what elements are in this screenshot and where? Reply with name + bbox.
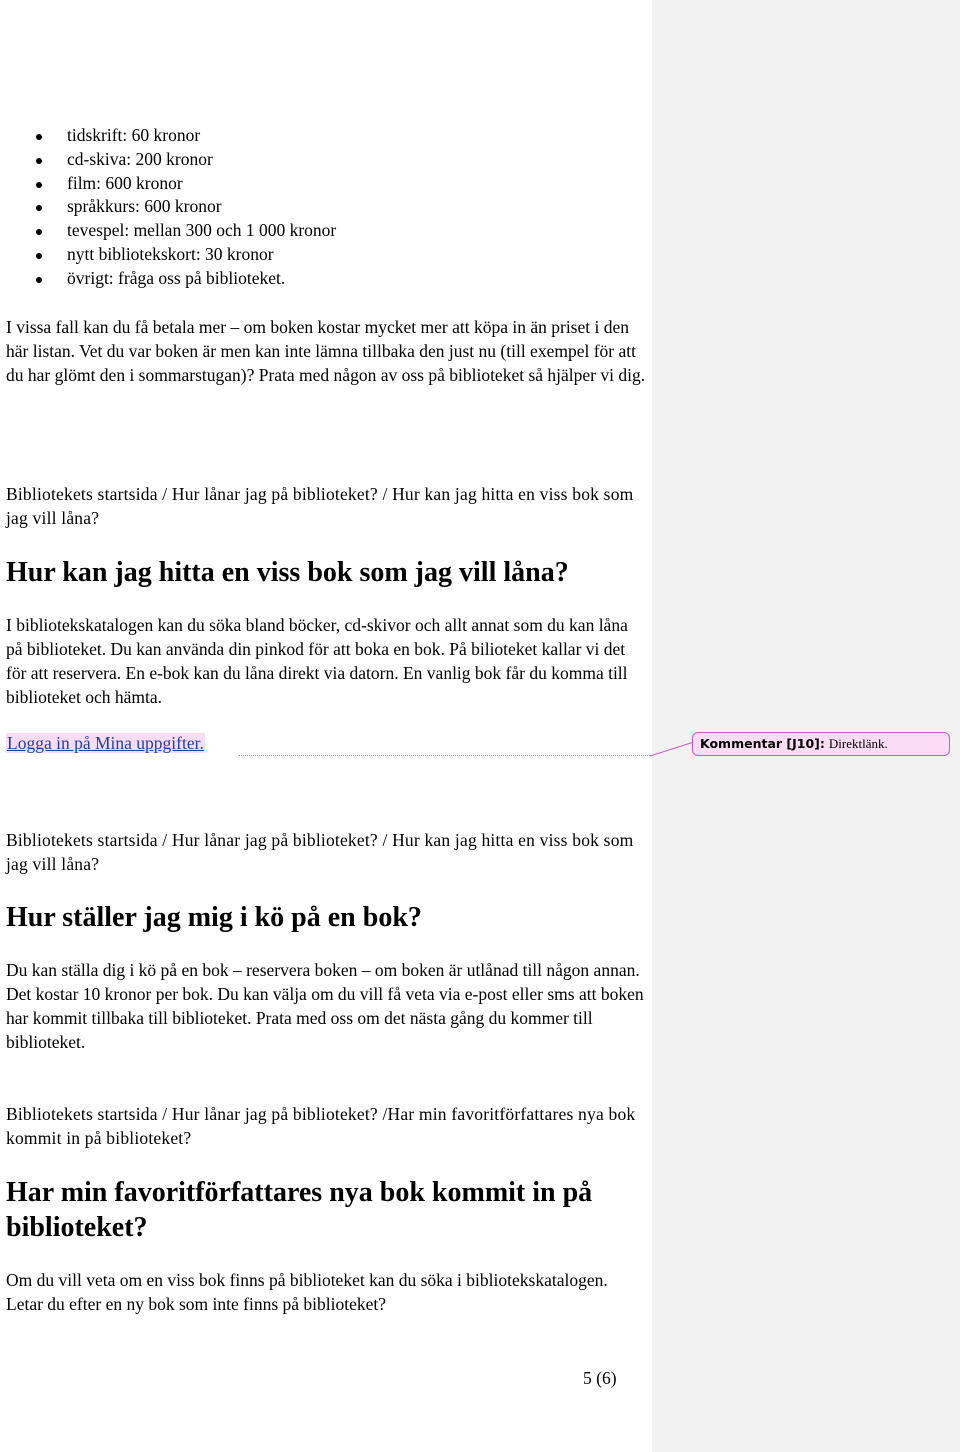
comment-label: Kommentar [J10]:	[700, 736, 825, 751]
list-item: film: 600 kronor	[6, 172, 336, 196]
comment-text: Direktlänk.	[828, 736, 888, 751]
comment-anchor-line	[239, 755, 650, 756]
section-body: Om du vill veta om en viss bok finns på biblioteket kan du söka i bibliotekskatalogen. Letar du efter en ny bok som inte finns på biblioteket?	[6, 1270, 608, 1314]
section-heading: Hur kan jag hitta en viss bok som jag vill låna?	[6, 557, 569, 588]
comment-connector	[650, 740, 695, 758]
page-number: 5 (6)	[583, 1368, 617, 1388]
list-item: övrigt: fråga oss på biblioteket.	[6, 267, 336, 291]
list-item: tidskrift: 60 kronor	[6, 124, 336, 148]
intro-paragraph: I vissa fall kan du få betala mer – om boken kostar mycket mer att köpa in än priset i den här listan. Vet du var boken är men kan inte lämna tillbaka den just nu (till exempel för att du har glömt den i sommarstugan)? Prata med någon av oss på biblioteket så hjälper vi dig.	[6, 317, 646, 385]
list-item: nytt bibliotekskort: 30 kronor	[6, 243, 336, 267]
list-item: tevespel: mellan 300 och 1 000 kronor	[6, 219, 336, 243]
section-heading: Har min favoritförfattares nya bok kommit in på biblioteket?	[6, 1177, 593, 1243]
breadcrumb: Bibliotekets startsida / Hur lånar jag på biblioteket? / Hur kan jag hitta en viss bok som jag vill låna?	[6, 830, 634, 874]
list-item: cd-skiva: 200 kronor	[6, 148, 336, 172]
link-line	[6, 731, 205, 755]
breadcrumb: Bibliotekets startsida / Hur lånar jag på biblioteket? /Har min favoritförfattares nya bok kommit in på biblioteket?	[6, 1104, 636, 1148]
breadcrumb: Bibliotekets startsida / Hur lånar jag på biblioteket? / Hur kan jag hitta en viss bok som jag vill låna?	[6, 484, 634, 528]
comment-margin-pane	[652, 0, 960, 1452]
price-list	[6, 124, 336, 291]
section-body: Du kan ställa dig i kö på en bok – reservera boken – om boken är utlånad till någon annan. Det kostar 10 kronor per bok. Du kan välja om du vill få veta via e-post eller sms att boken har kommit tillbaka till biblioteket. Prata med oss om det nästa gång du kommer till biblioteket.	[6, 960, 644, 1052]
list-item: språkkurs: 600 kronor	[6, 195, 336, 219]
comment-balloon[interactable]	[692, 732, 950, 756]
section-heading: Hur ställer jag mig i kö på en bok?	[6, 902, 422, 933]
section-body: I bibliotekskatalogen kan du söka bland böcker, cd-skivor och allt annat som du kan låna på biblioteket. Du kan använda din pinkod för att boka en bok. På bilioteket kallar vi det för att reservera. En e-bok kan du låna direkt via datorn. En vanlig bok får du komma till biblioteket och hämta.	[6, 615, 628, 707]
mina-uppgifter-link[interactable]: Logga in på Mina uppgifter.	[7, 733, 204, 753]
